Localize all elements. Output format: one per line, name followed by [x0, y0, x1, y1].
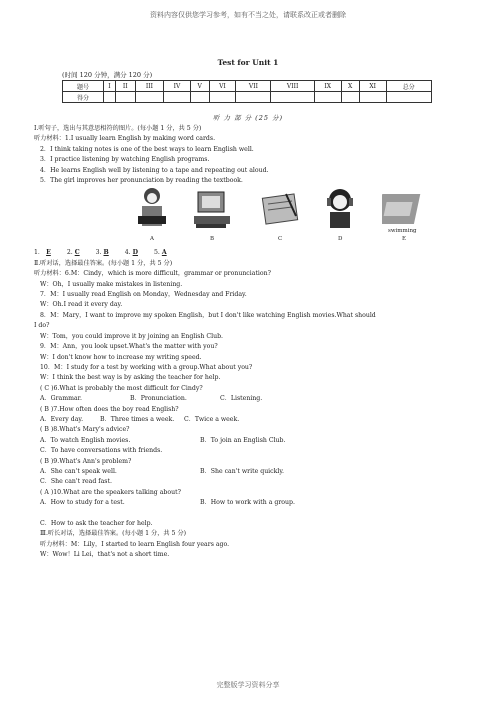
question-8-options: [34, 436, 464, 446]
option: C．Listening.: [220, 395, 263, 403]
answer: A: [161, 249, 167, 257]
picture-label: A: [150, 236, 154, 243]
footer-note: 完整版学习资料分享: [216, 681, 280, 689]
score-table: [62, 80, 432, 103]
part2-line: 9．M：Ann，you look upset.What's the matter with you?: [40, 343, 218, 351]
score-cell: III: [135, 81, 163, 92]
picture-label: C: [278, 236, 283, 243]
option: A．Grammar.: [40, 395, 82, 403]
score-cell: IV: [164, 81, 191, 92]
answer: C: [74, 249, 80, 257]
score-table-score-row: [63, 92, 432, 103]
question-7-options: [34, 415, 464, 425]
question-7: ( B )7.How often does the boy read English?: [40, 405, 179, 413]
question-10-options: [34, 498, 464, 508]
part3-line: 听力材料：M：Lily，I started to learn English four years ago.: [40, 540, 230, 548]
notebook-picture: [260, 186, 300, 232]
option: C．Twice a week.: [184, 415, 240, 423]
option: A．How to study for a test.: [40, 499, 125, 507]
part1-line: 4．He learns English well by listening to a tape and repeating out aloud.: [40, 166, 269, 174]
question-9-options: [34, 467, 464, 477]
question-8: ( B )8.What's Mary's advice?: [40, 426, 130, 434]
part1-line: 3．I practice listening by watching English programs.: [40, 156, 210, 164]
answer: D: [132, 249, 138, 257]
part1-line: 5．The girl improves her pronunciation by reading the textbook.: [40, 177, 243, 185]
score-table-header-row: [63, 81, 432, 92]
score-cell: V: [190, 81, 209, 92]
page-title: Test for Unit 1: [217, 58, 279, 67]
picture-label: B: [210, 236, 215, 243]
picture-caption: swimming: [388, 228, 417, 235]
girl-reading-picture: [134, 186, 170, 232]
question-9: ( B )9.What's Ann's problem?: [40, 457, 132, 465]
part1-heading: Ⅰ.听句子，选出与其意思相符的图片。(每小题 1 分，共 5 分): [34, 125, 202, 132]
score-cell: VI: [209, 81, 236, 92]
option: A．To watch English movies.: [40, 436, 131, 444]
part2-line: I do?: [34, 322, 50, 330]
part2-heading: Ⅱ.听对话，选择最佳答案。(每小题 1 分，共 5 分): [34, 259, 173, 267]
score-cell: XI: [359, 81, 386, 92]
answer: E: [46, 249, 51, 257]
test-meta: (时间 120 分钟，满分 120 分): [62, 71, 153, 79]
score-cell: 总分: [386, 81, 431, 92]
section-title: 听 力 部 分 (25 分): [212, 114, 284, 122]
computer-picture: [192, 186, 232, 232]
part1-material: 听力材料：1.I usually learn English by making word cards.: [34, 135, 216, 143]
option: A．Every day.: [40, 415, 84, 423]
picture-label: E: [402, 236, 407, 243]
option: A．She can't speak well.: [40, 467, 117, 475]
option: C．To have conversations with friends.: [40, 447, 163, 455]
part3-heading: Ⅲ.听长对话，选择最佳答案。(每小题 1 分，共 5 分): [40, 530, 187, 538]
answer: B: [103, 249, 109, 257]
picture-options: [126, 186, 426, 248]
question-6-options: [34, 394, 464, 404]
part2-line: 8．M：Mary，I want to improve my spoken English，but I don't like watching English movies.What should: [40, 311, 376, 319]
part1-answers: 1． E 2. C 3. B 4. D 5. A: [34, 249, 167, 257]
option: B．How to work with a group.: [200, 499, 295, 507]
score-cell: II: [115, 81, 135, 92]
option: B．Three times a week.: [100, 415, 175, 423]
part2-line: W：I don't know how to increase my writing speed.: [40, 353, 202, 361]
question-6: ( C )6.What is probably the most difficult for Cindy?: [40, 384, 203, 392]
part2-line: 7．M：I usually read English on Monday，Wednesday and Friday.: [40, 291, 247, 299]
part2-line: W：Oh.I read it every day.: [40, 301, 123, 309]
part2-line: 听力材料：6.M：Cindy，which is more difficult，grammar or pronunciation?: [34, 270, 271, 278]
option: B．Pronunciation.: [130, 395, 187, 403]
score-cell: IX: [314, 81, 341, 92]
part2-line: W：Oh，I usually make mistakes in listening.: [40, 280, 183, 288]
girl-headphones-picture: [322, 186, 358, 232]
part3-line: W：Wow！Li Lei，that's not a short time.: [40, 551, 170, 559]
score-cell: VIII: [271, 81, 314, 92]
part1-line: 2．I think taking notes is one of the best ways to learn English well.: [40, 145, 254, 153]
option: C．How to ask the teacher for help.: [40, 519, 153, 527]
score-cell: 得分: [63, 92, 104, 103]
part2-line: W：Tom，you could improve it by joining an English Club.: [40, 332, 224, 340]
header-note: 资料内容仅供您学习参考，如有不当之处，请联系改正或者删除: [150, 11, 346, 19]
option: B．She can't write quickly.: [200, 467, 284, 475]
question-10: ( A )10.What are the speakers talking about?: [40, 488, 181, 496]
picture-label: D: [338, 236, 343, 243]
score-cell: I: [104, 81, 116, 92]
score-cell: VII: [236, 81, 271, 92]
score-cell: X: [341, 81, 359, 92]
part2-line: W：I think the best way is by asking the teacher for help.: [40, 374, 221, 382]
option: B．To join an English Club.: [200, 436, 286, 444]
score-cell: 题号: [63, 81, 104, 92]
part2-line: 10．M：I study for a test by working with a group.What about you?: [40, 363, 253, 371]
option: C．She can't read fast.: [40, 478, 112, 486]
document-body: [34, 124, 464, 561]
